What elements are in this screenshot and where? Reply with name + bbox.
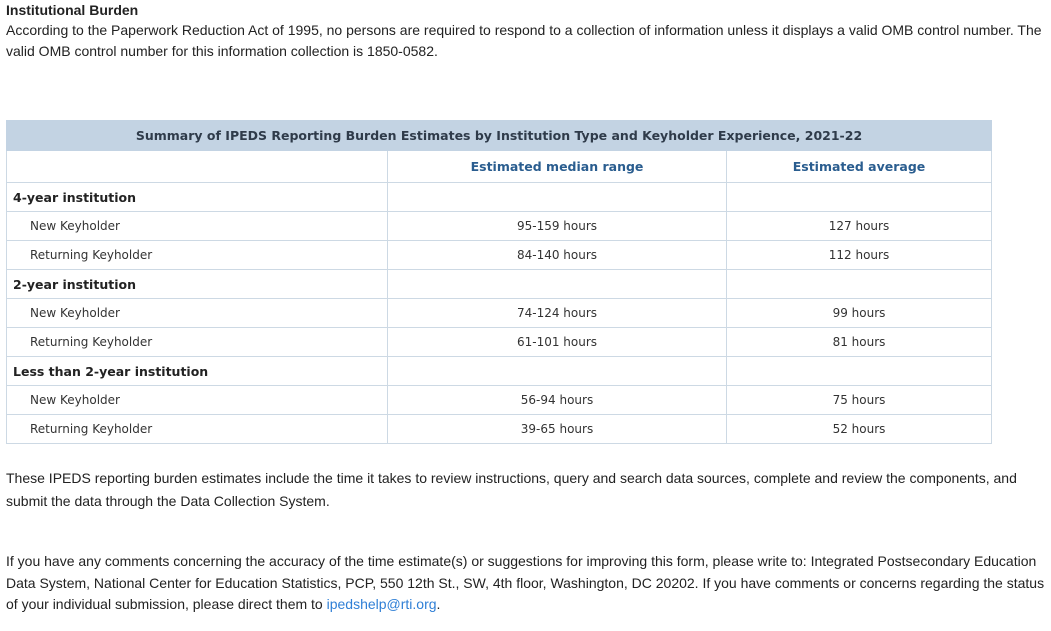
table-row — [7, 328, 992, 357]
estimates-note: These IPEDS reporting burden estimates include the time it takes to review instructions, query and search data sources, complete and review the components, and submit the data through the Data Collection System. — [6, 470, 1017, 509]
table-row — [7, 299, 992, 328]
table-caption: Summary of IPEDS Reporting Burden Estimates by Institution Type and Keyholder Experience, 2021-22 — [7, 121, 992, 151]
average-value: 112 hours — [727, 241, 992, 270]
group-label: 4-year institution — [7, 183, 388, 212]
comments-note — [6, 551, 1046, 616]
group-row-less-than-2-year — [7, 357, 992, 386]
row-label: New Keyholder — [7, 212, 388, 241]
table-row — [7, 386, 992, 415]
table-row — [7, 212, 992, 241]
average-value: 81 hours — [727, 328, 992, 357]
row-label: New Keyholder — [7, 299, 388, 328]
row-label: Returning Keyholder — [7, 328, 388, 357]
table-caption-row — [7, 121, 992, 151]
median-range-value: 74-124 hours — [388, 299, 727, 328]
median-range-value: 95-159 hours — [388, 212, 727, 241]
average-value: 75 hours — [727, 386, 992, 415]
empty-cell — [727, 270, 992, 299]
empty-cell — [388, 270, 727, 299]
table-row — [7, 415, 992, 444]
row-label: Returning Keyholder — [7, 415, 388, 444]
burden-estimates-table — [6, 120, 992, 444]
median-range-value: 61-101 hours — [388, 328, 727, 357]
row-label: Returning Keyholder — [7, 241, 388, 270]
group-row-2-year — [7, 270, 992, 299]
empty-cell — [388, 357, 727, 386]
average-value: 99 hours — [727, 299, 992, 328]
trailing-period: . — [436, 596, 441, 612]
empty-cell — [727, 183, 992, 212]
average-value: 52 hours — [727, 415, 992, 444]
empty-cell — [388, 183, 727, 212]
group-label: Less than 2-year institution — [7, 357, 388, 386]
row-label: New Keyholder — [7, 386, 388, 415]
average-value: 127 hours — [727, 212, 992, 241]
empty-cell — [727, 357, 992, 386]
median-range-value: 56-94 hours — [388, 386, 727, 415]
column-header-median: Estimated median range — [388, 151, 727, 183]
comments-note-text: If you have any comments concerning the accuracy of the time estimate(s) or suggestions for improving this form, please write to: Integrated Postsecondary Education Data System, National Center for Education Statistics, PCP, 550 12th St., SW, 4th floor, Washington, DC 20202. If you have comments or concerns regarding the status of your individual submission, please direct them to — [6, 553, 1045, 612]
paperwork-act-notice: According to the Paperwork Reduction Act of 1995, no persons are required to respond to a collection of information unless it displays a valid OMB control number. The valid OMB control number for this information collection is 1850-0582. — [6, 22, 1042, 59]
group-row-4-year — [7, 183, 992, 212]
help-email-link[interactable]: ipedshelp@rti.org — [326, 596, 437, 612]
group-label: 2-year institution — [7, 270, 388, 299]
median-range-value: 84-140 hours — [388, 241, 727, 270]
column-header-average: Estimated average — [727, 151, 992, 183]
median-range-value: 39-65 hours — [388, 415, 727, 444]
column-header-row — [7, 151, 992, 183]
table-row — [7, 241, 992, 270]
column-header-blank — [7, 151, 388, 183]
section-heading: Institutional Burden — [6, 2, 139, 18]
